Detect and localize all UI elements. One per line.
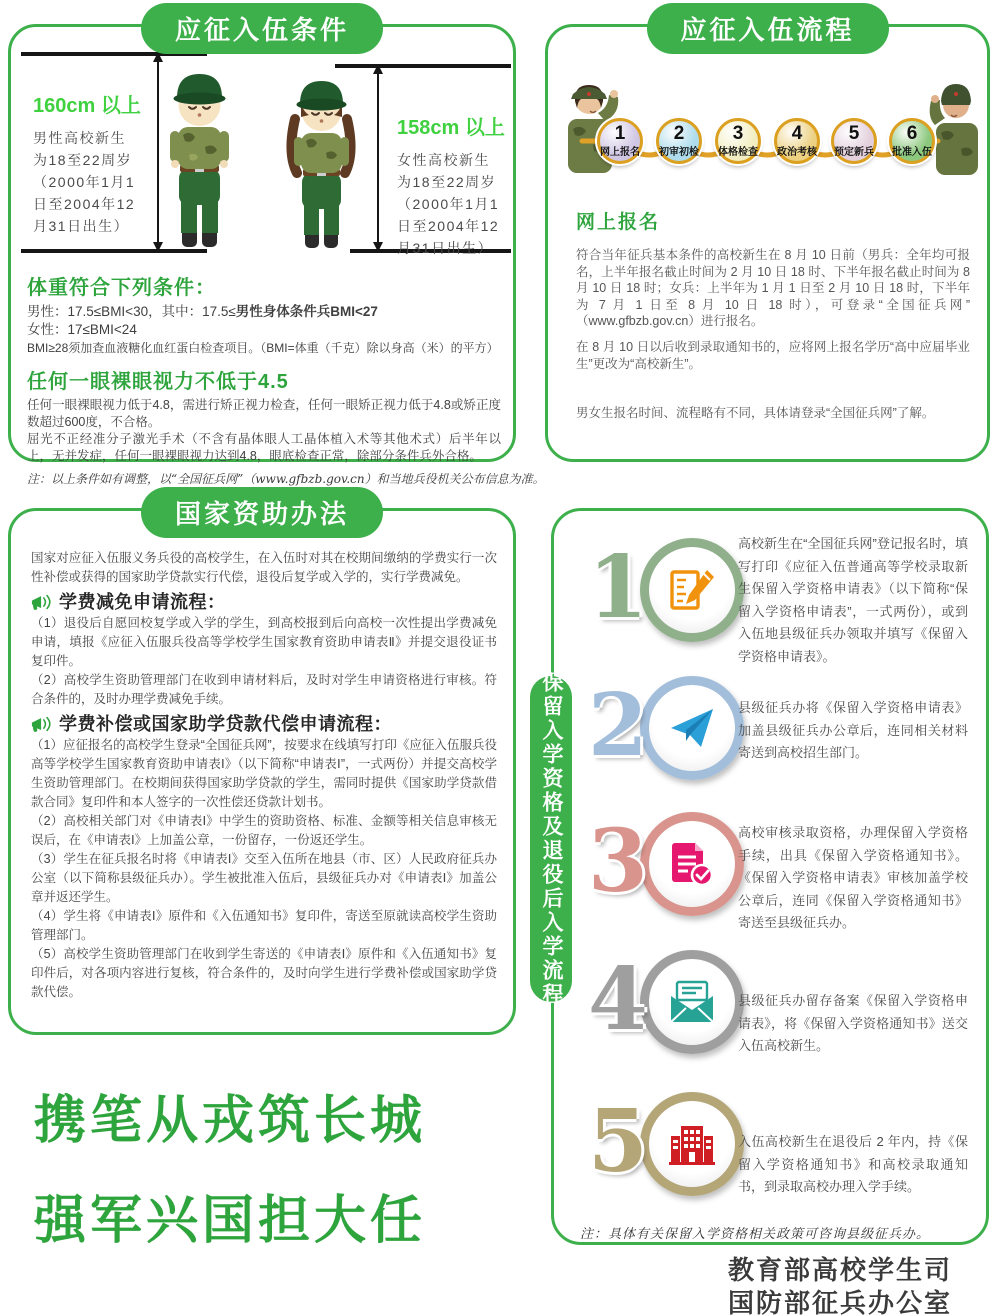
- issuer-line: 国防部征兵办公室: [727, 1288, 952, 1316]
- tuition-waiver-heading: 学费减免申请流程：: [59, 592, 226, 612]
- female-age-line: 女性高校新生: [397, 152, 490, 168]
- process-step-number: 5: [848, 123, 860, 144]
- female-age-line: （2000年1月1: [397, 196, 500, 212]
- retention-step-number: 2: [588, 675, 648, 776]
- process-step-label: 体格检查: [718, 147, 758, 158]
- signup-paragraph: 在 8 月 10 日以后收到录取通知书的，应将网上报名学历“高中应届毕业生”更改为“高校新生”。: [576, 340, 970, 371]
- retention-step-number: 1: [588, 537, 648, 638]
- funding-item: （1）退役后自愿回校复学或入学的学生，到高校报到后向高校一次性提出学费减免申请，填报《应征入伍服兵役高等学校学生国家教育资助申请表Ⅱ》并提交退役证书复印件。: [31, 616, 497, 668]
- online-signup-heading: 网上报名: [576, 212, 661, 233]
- process-step-number: 6: [906, 123, 918, 144]
- process-step-circle: [715, 118, 761, 164]
- funding-item: （3）学生在征兵报名时将《申请表Ⅰ》交至入伍所在地县（市、区）人民政府征兵办公室（以下简称县级征兵办）。学生被批准入伍后，县级征兵办对《申请表Ⅰ》加盖公章并返还学生。: [31, 852, 497, 904]
- female-soldier-illustration: [273, 63, 369, 253]
- retention-step-text: 县级征兵办将《保留入学资格申请表》加盖县级征兵办公章后，连同相关材料寄送到高校招生部门。: [738, 700, 968, 760]
- school-building-icon: [669, 1122, 715, 1166]
- process-step-number: 3: [732, 123, 744, 144]
- slogan-line: 携笔从戎筑长城: [34, 1090, 427, 1151]
- male-age-line: 为18至22周岁: [33, 152, 133, 168]
- panel-enlist-process: [545, 15, 990, 462]
- male-height-block: [33, 89, 159, 237]
- slogan-line: 强军兴国担大任: [34, 1190, 427, 1251]
- measure-arrow-icon: [372, 63, 384, 253]
- funding-item: （4）学生将《申请表Ⅰ》原件和《入伍通知书》复印件，寄送至原就读高校学生资助管理部门。: [31, 909, 497, 942]
- vision-para: 任何一眼裸眼视力低于4.8，需进行矫正视力检查，任何一眼矫正视力低于4.8或矫正度数超过600度，不合格。: [27, 398, 501, 429]
- panel-national-funding: [8, 499, 516, 1035]
- process-step-circle: [656, 118, 702, 164]
- signup-paragraph: 男女生报名时间、流程略有不同，具体请登录“全国征兵网”了解。: [576, 406, 935, 420]
- retention-step-circle: [640, 812, 744, 916]
- female-age-line: 日至2004年12: [397, 218, 500, 234]
- tuition-waiver-heading-row: [31, 593, 497, 612]
- funding-item: （5）高校学生资助管理部门在收到学生寄送的《申请表Ⅰ》原件和《入伍通知书》复印件后，对各项内容进行复核，符合条件的，及时向学生进行学费补偿或国家助学贷款代偿。: [31, 947, 497, 999]
- process-step-label: 批准入伍: [892, 147, 932, 158]
- process-step-number: 2: [673, 123, 685, 144]
- retention-step-number: 3: [588, 811, 648, 912]
- male-height-label: 160cm 以上: [33, 95, 141, 117]
- paper-plane-icon: [669, 706, 715, 750]
- female-age-line: 月31日出生）: [397, 240, 494, 256]
- loan-repay-heading-row: [31, 715, 497, 734]
- process-step-label: 预定新兵: [834, 147, 874, 158]
- funding-item: （2）高校相关部门对《申请表Ⅰ》中学生的资助资格、标准、金额等相关信息审核无误后，在《申请表Ⅰ》上加盖公章，一份留存，一份返还学生。: [31, 814, 497, 847]
- issuer-signature: [728, 1254, 952, 1316]
- process-step-label: 网上报名: [600, 147, 640, 158]
- retention-step-number: 5: [588, 1091, 648, 1192]
- vision-para: 屈光不正经准分子激光手术（不含有晶体眼人工晶体植入术等其他术式）后半年以上，无并发症，任何一眼裸眼视力达到4.8，眼底检查正常，除部分条件兵外合格。: [27, 432, 501, 463]
- retention-footnote: 注：具体有关保留入学资格相关政策可咨询县级征兵办。: [580, 1227, 931, 1242]
- panel-enlist-conditions: [8, 15, 545, 486]
- mail-envelope-icon: [669, 980, 715, 1024]
- process-step-circle: [831, 118, 877, 164]
- process-step-label: 政治考核: [777, 147, 817, 158]
- funding-item: （2）高校学生资助管理部门在收到申请材料后，及时对学生申请资格进行审核。符合条件的，及时办理学费减免手续。: [31, 673, 497, 706]
- process-step-number: 1: [614, 123, 626, 144]
- female-height-label: 158cm 以上: [397, 117, 505, 139]
- panel-title-pill: [141, 3, 383, 54]
- document-check-icon: [669, 841, 715, 887]
- weight-male-normal: 男性：17.5≤BMI<30，其中：17.5≤: [27, 304, 236, 319]
- megaphone-icon: [31, 716, 53, 733]
- female-height-block: [397, 111, 523, 259]
- retention-side-title: 保留入学资格及退役后入学流程: [540, 671, 563, 1007]
- conditions-footnote: 注：以上条件如有调整，以“全国征兵网”（www.gfbzb.gov.cn）和当地兵役机关公布信息为准。: [27, 472, 545, 486]
- process-step-number: 4: [791, 123, 803, 144]
- female-age-line: 为18至22周岁: [397, 174, 497, 190]
- retention-step-text: 县级征兵办留存备案《保留入学资格申请表》，将《保留入学资格通知书》送交入伍高校新生。: [738, 993, 968, 1053]
- panel-title-pill: [141, 487, 383, 538]
- retention-step-number: 4: [588, 949, 648, 1050]
- process-step-label: 初审初检: [659, 147, 699, 158]
- male-soldier-illustration: [147, 55, 251, 251]
- retention-side-title-pill: [530, 671, 572, 1007]
- form-pencil-icon: [669, 568, 715, 612]
- panel-title: 国家资助办法: [174, 499, 350, 529]
- retention-step-circle: [640, 1092, 744, 1196]
- weight-heading: 体重符合下列条件：: [27, 277, 216, 299]
- panel-title-pill: [646, 3, 888, 54]
- vision-heading: 任何一眼裸眼视力不低于4.5: [27, 371, 289, 393]
- male-age-line: （2000年1月1: [33, 174, 136, 190]
- process-step-circle: [889, 118, 935, 164]
- process-step-circle: [774, 118, 820, 164]
- process-step-circle: [597, 118, 643, 164]
- megaphone-icon: [31, 594, 53, 611]
- funding-item: （1）应征报名的高校学生登录“全国征兵网”，按要求在线填写打印《应征入伍服兵役高等学校学生国家教育资助申请表Ⅰ》（以下简称“申请表Ⅰ”，一式两份）并提交高校学生资助管理部门。在校期间获得国家助学贷款的学生，需同时提供《国家助学贷款借款合同》复印件和本人签字的一次性偿还贷款计划书。: [31, 738, 497, 809]
- issuer-line: 教育部高校学生司: [727, 1255, 952, 1285]
- conditions-text-block: [27, 267, 545, 487]
- retention-step-circle: [640, 676, 744, 780]
- funding-text-block: [31, 549, 497, 1002]
- retention-step-text: 高校审核录取资格，办理保留入学资格手续，出具《保留入学资格通知书》。《保留入学资格申请表》审核加盖学校公章后，连同《保留入学资格通知书》寄送至县级征兵办。: [738, 825, 968, 930]
- panel-title: 应征入伍条件: [174, 15, 350, 45]
- signup-paragraph: 符合当年征兵基本条件的高校新生在 8 月 10 日前（男兵：全年均可报名，上半年报名截止时间为 2 月 10 日 18 时、下半年报名截止时间为 8 月 10 日 18 时；女兵：上半年为 1 月 1 日至 2 月 10 日 18 时，下半年为 7 月 1 日至 8 月 10 日 18 时），可登录“全国征兵网” （www.gfbzb.gov.cn）进行报名。: [576, 248, 970, 328]
- weight-male-bold: 男性身体条件兵BMI<27: [235, 304, 378, 319]
- retention-step-circle: [640, 538, 744, 642]
- male-age-line: 日至2004年12: [33, 196, 136, 212]
- panel-enrollment-retention: [551, 508, 989, 1245]
- retention-step-circle: [640, 950, 744, 1054]
- male-age-line: 月31日出生）: [33, 218, 130, 234]
- bmi-note: BMI≥28须加查血液糖化血红蛋白检查项目。（BMI=体重（千克）除以身高（米）的平方）: [27, 341, 499, 355]
- loan-repay-heading: 学费补偿或国家助学贷款代偿申请流程：: [59, 714, 392, 734]
- retention-step-text: 入伍高校新生在退役后 2 年内，持《保留入学资格通知书》和高校录取通知书，到录取高校办理入学手续。: [738, 1134, 968, 1194]
- weight-male-line: [27, 303, 501, 321]
- retention-step-text: 高校新生在“全国征兵网”登记报名时，填写打印《应征入伍普通高等学校录取新生保留入学资格申请表》（以下简称“保留入学资格申请表”，一式两份），或到入伍地县级征兵办领取并填写《保留入学资格申请表》。: [738, 536, 968, 664]
- male-age-line: 男性高校新生: [33, 130, 126, 146]
- funding-intro: 国家对应征入伍服义务兵役的高校学生，在入伍时对其在校期间缴纳的学费实行一次性补偿或获得的国家助学贷款实行代偿，退役后复学或入学的，实行学费减免。: [31, 551, 497, 584]
- panel-title: 应征入伍流程: [680, 15, 855, 45]
- weight-female-line: 女性：17≤BMI<24: [27, 322, 137, 337]
